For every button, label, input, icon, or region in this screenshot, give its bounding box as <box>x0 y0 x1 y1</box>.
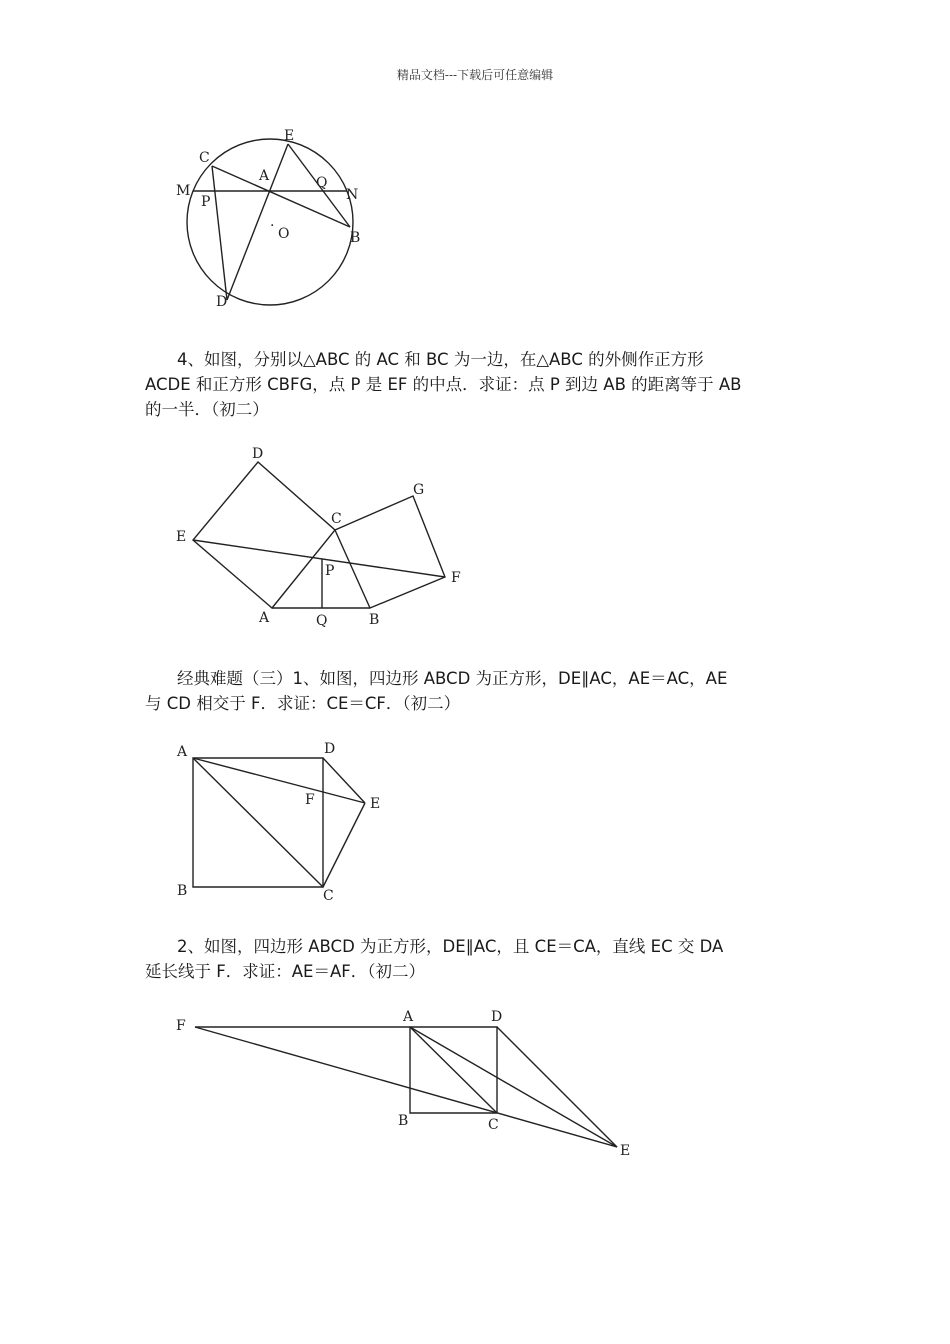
label-e: E <box>284 128 295 144</box>
segment-fe <box>195 1027 617 1147</box>
label-f: F <box>451 570 461 586</box>
label-f: F <box>176 1018 186 1034</box>
label-e: E <box>176 529 187 545</box>
segment-ac <box>193 758 323 887</box>
label-n: N <box>346 187 359 203</box>
square-cbfg <box>335 496 445 608</box>
segment-ae <box>193 758 365 803</box>
center-dot: · <box>270 218 275 234</box>
label-p: P <box>201 194 211 210</box>
segment-cd <box>212 166 227 300</box>
classic-3-1-line-2: 与 CD 相交于 F．求证：CE＝CF．（初二） <box>145 694 461 713</box>
label-c: C <box>331 511 342 527</box>
segment-de <box>323 758 365 803</box>
label-c: C <box>199 150 210 166</box>
page-header: 精品文档---下载后可任意编辑 <box>396 68 554 82</box>
segment-ef <box>193 540 445 577</box>
label-d: D <box>252 446 264 462</box>
segment-ae <box>410 1027 617 1147</box>
label-d: D <box>216 294 228 310</box>
square-acde <box>193 462 335 608</box>
label-g: G <box>413 482 425 498</box>
label-f: F <box>305 792 315 808</box>
segment-de <box>497 1027 617 1147</box>
label-e: E <box>370 796 381 812</box>
segment-ce <box>323 803 365 887</box>
classic-3-2-line-1: 2、如图，四边形 ABCD 为正方形，DE∥AC，且 CE＝CA，直线 EC 交 DA <box>177 937 724 956</box>
classic-3-1-line-1: 经典难题（三）1、如图，四边形 ABCD 为正方形，DE∥AC，AE＝AC，AE <box>177 669 728 688</box>
classic-3-2-line-2: 延长线于 F．求证：AE＝AF．（初二） <box>145 962 425 981</box>
label-p: P <box>325 563 335 579</box>
label-d: D <box>491 1009 503 1025</box>
figure-circle-diagram <box>170 120 380 320</box>
label-o: O <box>278 226 290 242</box>
label-q: Q <box>316 175 328 191</box>
figure-two-squares <box>170 440 470 635</box>
classic-3-2-text <box>145 934 805 984</box>
label-b: B <box>177 883 188 899</box>
figure-square-af <box>170 1000 650 1165</box>
segment-ed <box>227 144 288 300</box>
label-m: M <box>176 183 191 199</box>
label-e: E <box>620 1143 631 1159</box>
label-b: B <box>350 230 361 246</box>
label-c: C <box>488 1117 499 1133</box>
figure-square-ae <box>170 735 390 905</box>
label-b: B <box>398 1113 409 1129</box>
label-c: C <box>323 888 334 904</box>
label-b: B <box>369 612 380 628</box>
label-q: Q <box>316 613 328 629</box>
segment-cb <box>212 166 350 227</box>
label-a: A <box>259 610 270 626</box>
label-a: A <box>259 168 270 184</box>
label-d: D <box>324 741 336 757</box>
problem-4-line-3: 的一半．（初二） <box>145 400 269 419</box>
label-a: A <box>403 1009 414 1025</box>
label-a: A <box>177 744 188 760</box>
problem-4-line-2: ACDE 和正方形 CBFG，点 P 是 EF 的中点．求证：点 P 到边 AB 的距离等于 AB <box>145 375 742 394</box>
problem-4-text <box>145 347 805 422</box>
problem-4-line-1: 4、如图，分别以△ABC 的 AC 和 BC 为一边，在△ABC 的外侧作正方形 <box>177 350 704 369</box>
classic-3-1-text <box>145 666 805 716</box>
